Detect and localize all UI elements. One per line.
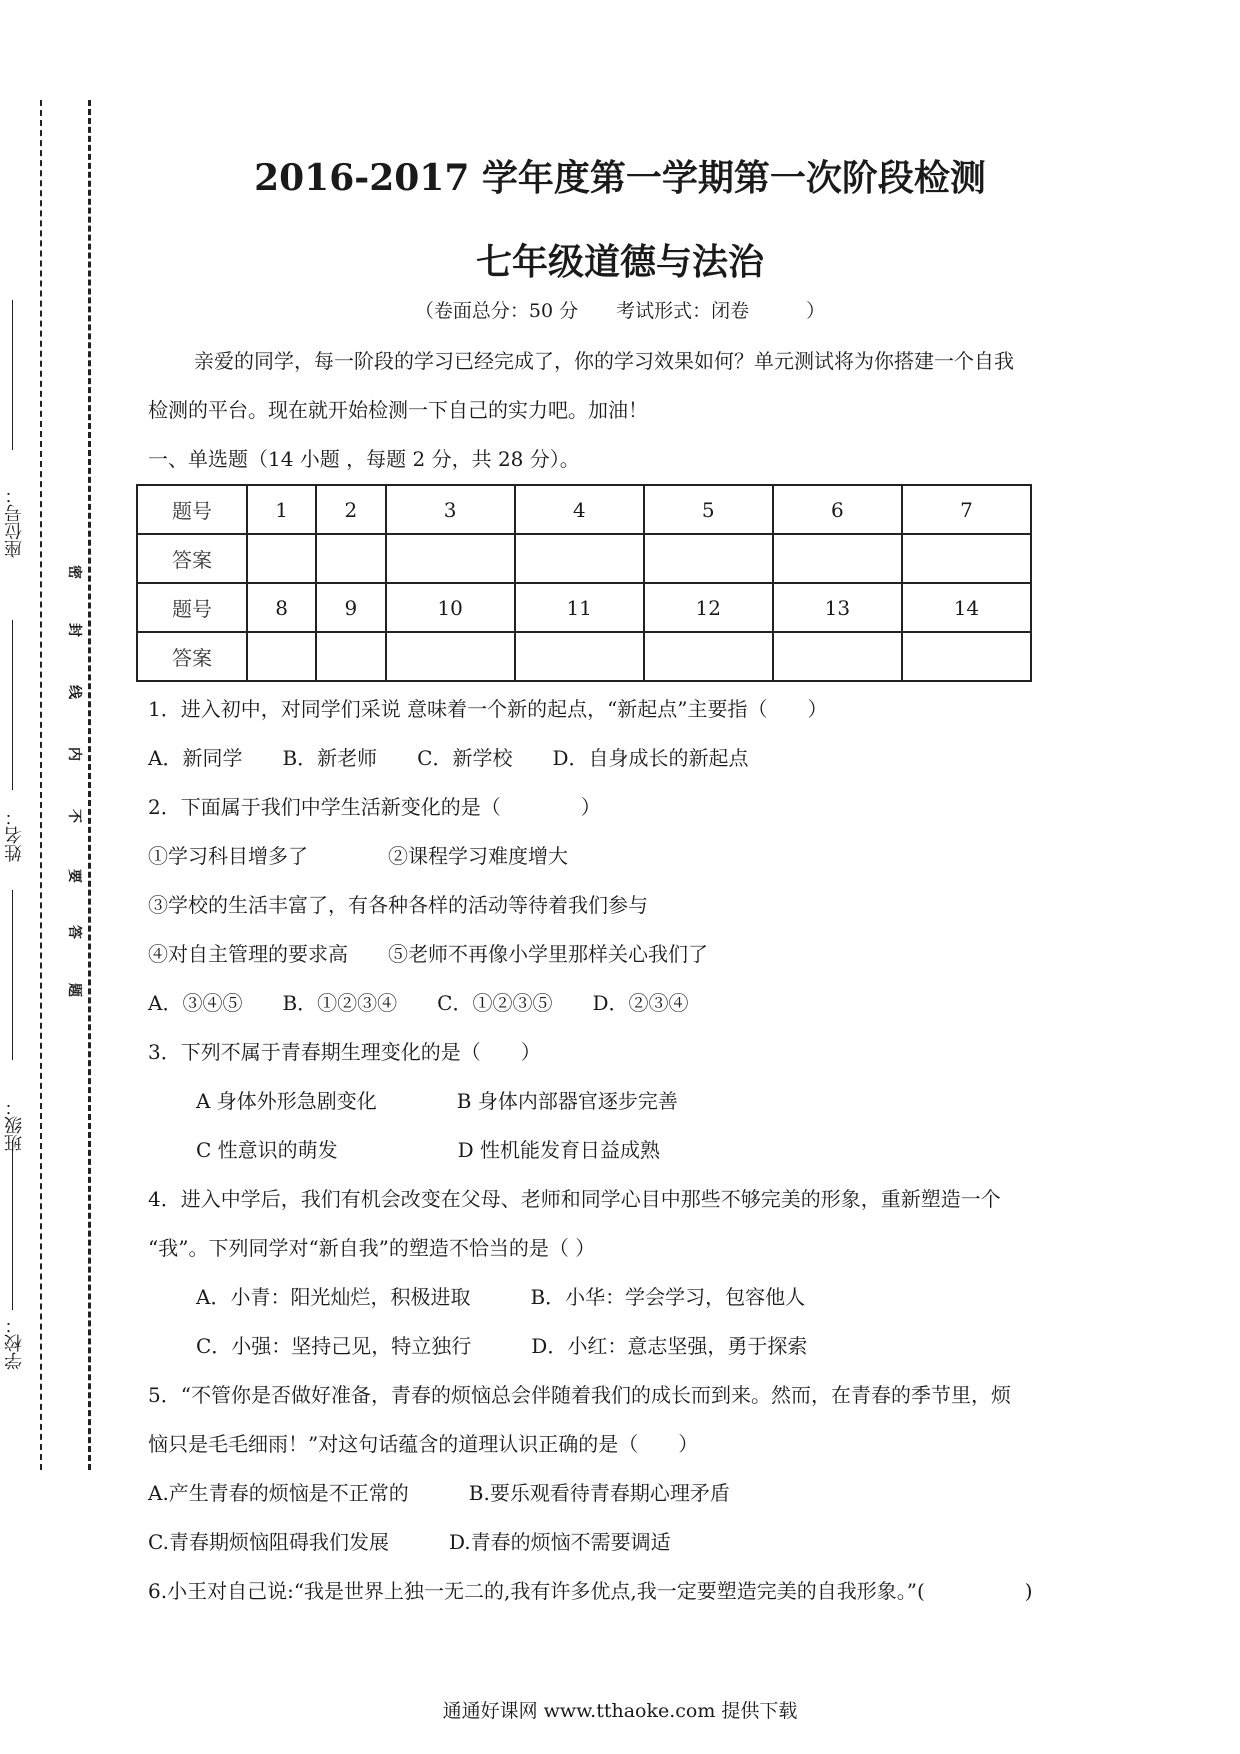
table-cell: 8 bbox=[247, 583, 316, 632]
question-5: 5．“不管你是否做好准备，青春的烦恼总会伴随着我们的成长而到来。然而，在青春的季节里，烦 bbox=[148, 1383, 1011, 1407]
table-cell: 7 bbox=[902, 485, 1031, 534]
seal-char: 线 bbox=[66, 685, 82, 699]
question-2-item: ①学习科目增多了 ②课程学习难度增大 bbox=[148, 844, 568, 868]
answer-blank[interactable] bbox=[902, 534, 1031, 583]
table-row bbox=[137, 534, 1031, 583]
intro-line-2: 检测的平台。现在就开始检测一下自己的实力吧。加油！ bbox=[148, 398, 648, 422]
name-blank bbox=[12, 620, 13, 790]
question-5-options: C.青春期烦恼阻碍我们发展 D.青春的烦恼不需要调适 bbox=[148, 1530, 671, 1554]
answer-blank[interactable] bbox=[644, 632, 773, 681]
answer-blank[interactable] bbox=[386, 534, 515, 583]
table-cell: 3 bbox=[386, 485, 515, 534]
answer-blank[interactable] bbox=[316, 632, 385, 681]
table-cell: 答案 bbox=[137, 632, 247, 681]
school-blank bbox=[12, 1140, 13, 1310]
table-cell: 2 bbox=[316, 485, 385, 534]
table-cell: 题号 bbox=[137, 583, 247, 632]
table-cell: 答案 bbox=[137, 534, 247, 583]
name-label: 姓名： bbox=[4, 808, 25, 862]
answer-blank[interactable] bbox=[386, 632, 515, 681]
table-cell: 4 bbox=[515, 485, 644, 534]
question-1-options: A．新同学 B．新老师 C．新学校 D．自身成长的新起点 bbox=[148, 746, 749, 770]
table-cell: 9 bbox=[316, 583, 385, 632]
question-3-options: C 性意识的萌发 D 性机能发育日益成熟 bbox=[196, 1138, 661, 1162]
answer-blank[interactable] bbox=[644, 534, 773, 583]
seal-char: 要 bbox=[66, 869, 82, 883]
question-4-options: C．小强：坚持己见，特立独行 D．小红：意志坚强，勇于探索 bbox=[196, 1334, 808, 1358]
intro-line-1: 亲爱的同学，每一阶段的学习已经完成了，你的学习效果如何？单元测试将为你搭建一个自我 bbox=[194, 349, 1014, 373]
footer-credit: 通通好课网 www.tthaoke.com 提供下载 bbox=[442, 1700, 798, 1722]
seal-char: 密 bbox=[66, 565, 82, 579]
table-row bbox=[137, 632, 1031, 681]
seal-char: 内 bbox=[66, 747, 82, 761]
question-5-cont: 恼只是毛毛细雨！”对这句话蕴含的道理认识正确的是（ ） bbox=[148, 1432, 699, 1456]
page-subtitle: 七年级道德与法治 bbox=[475, 241, 764, 283]
question-1: 1．进入初中，对同学们采说 意味着一个新的起点，“新起点”主要指（ ） bbox=[148, 697, 828, 721]
question-3-options: A 身体外形急剧变化 B 身体内部器官逐步完善 bbox=[196, 1089, 678, 1113]
answer-blank[interactable] bbox=[773, 534, 902, 583]
table-cell: 题号 bbox=[137, 485, 247, 534]
answer-blank[interactable] bbox=[515, 632, 644, 681]
question-5-options: A.产生青春的烦恼是不正常的 B.要乐观看待青春期心理矛盾 bbox=[148, 1481, 730, 1505]
exam-info: （卷面总分：50 分 考试形式：闭卷 ） bbox=[414, 300, 826, 322]
answer-blank[interactable] bbox=[247, 632, 316, 681]
table-cell: 5 bbox=[644, 485, 773, 534]
section-heading: 一、单选题（14 小题 ，每题 2 分，共 28 分）。 bbox=[148, 447, 580, 471]
question-4-cont: “我”。下列同学对“新自我”的塑造不恰当的是（ ） bbox=[148, 1236, 596, 1260]
table-cell: 14 bbox=[902, 583, 1031, 632]
question-6: 6.小王对自己说:“我是世界上独一无二的,我有许多优点,我一定要塑造完美的自我形象。”( ) bbox=[148, 1579, 1033, 1603]
table-cell: 13 bbox=[773, 583, 902, 632]
table-cell: 1 bbox=[247, 485, 316, 534]
answer-table bbox=[136, 484, 1032, 682]
answer-blank[interactable] bbox=[902, 632, 1031, 681]
table-row bbox=[137, 485, 1031, 534]
question-4-options: A．小青：阳光灿烂，积极进取 B．小华：学会学习，包容他人 bbox=[196, 1285, 806, 1309]
answer-blank[interactable] bbox=[247, 534, 316, 583]
seal-char: 不 bbox=[66, 809, 82, 823]
seal-char: 题 bbox=[66, 983, 82, 997]
class-blank bbox=[12, 890, 13, 1060]
table-cell: 12 bbox=[644, 583, 773, 632]
answer-blank[interactable] bbox=[515, 534, 644, 583]
table-row bbox=[137, 583, 1031, 632]
question-2: 2．下面属于我们中学生活新变化的是（ ） bbox=[148, 795, 601, 819]
seal-char: 答 bbox=[66, 925, 82, 939]
question-2-options: A．③④⑤ B．①②③④ C．①②③⑤ D．②③④ bbox=[148, 991, 689, 1015]
school-label: 学校： bbox=[4, 1316, 25, 1370]
class-label: 班级： bbox=[4, 1098, 25, 1152]
page-title: 2016-2017 学年度第一学期第一次阶段检测 bbox=[254, 157, 986, 199]
seal-char: 封 bbox=[66, 623, 82, 637]
question-4: 4．进入中学后，我们有机会改变在父母、老师和同学心目中那些不够完美的形象，重新塑造一个 bbox=[148, 1187, 1001, 1211]
answer-blank[interactable] bbox=[316, 534, 385, 583]
table-cell: 10 bbox=[386, 583, 515, 632]
table-cell: 6 bbox=[773, 485, 902, 534]
seat-number-label: 座位号： bbox=[4, 486, 25, 558]
question-2-item: ③学校的生活丰富了，有各种各样的活动等待着我们参与 bbox=[148, 893, 648, 917]
answer-blank[interactable] bbox=[773, 632, 902, 681]
table-cell: 11 bbox=[515, 583, 644, 632]
question-2-item: ④对自主管理的要求高 ⑤老师不再像小学里那样关心我们了 bbox=[148, 942, 708, 966]
question-3: 3．下列不属于青春期生理变化的是（ ） bbox=[148, 1040, 541, 1064]
